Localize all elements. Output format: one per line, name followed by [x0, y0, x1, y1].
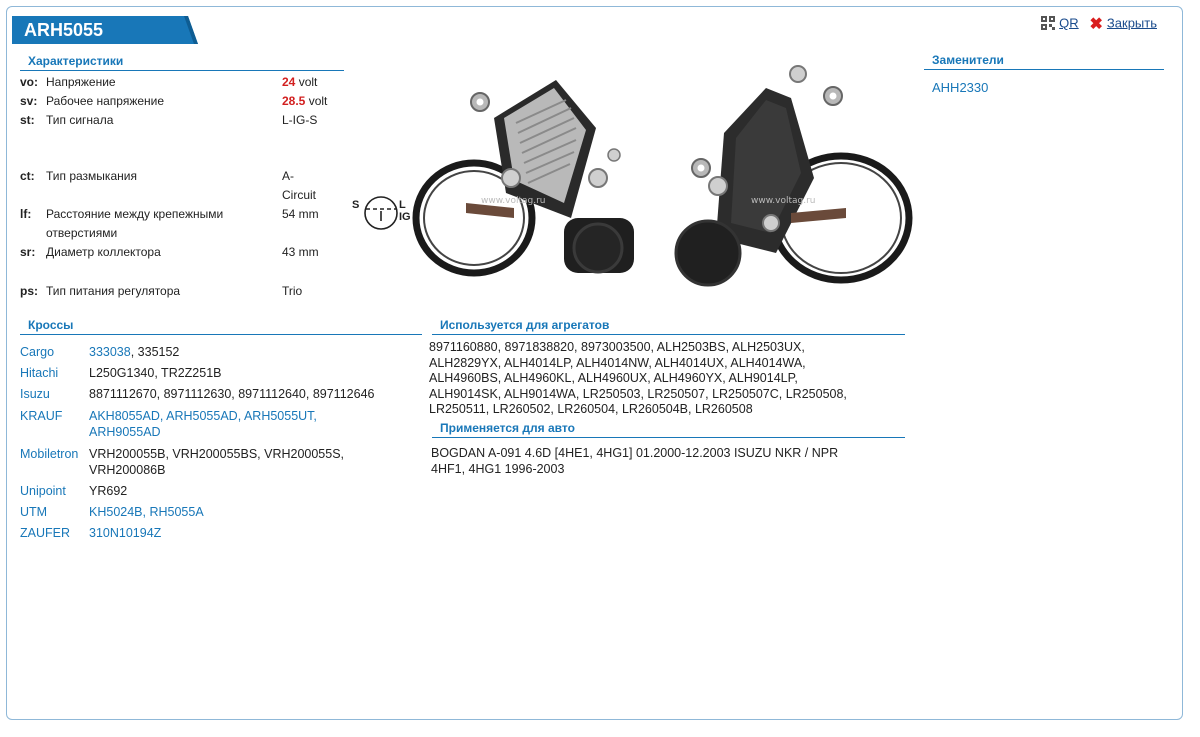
qr-icon[interactable] [1041, 16, 1055, 33]
watermark-left: www.voltag.ru [481, 196, 546, 206]
close-icon[interactable]: ✖ [1089, 16, 1103, 33]
replacements-heading: Заменители [924, 53, 1164, 70]
close-link[interactable]: Закрыть [1106, 15, 1157, 31]
auto-list: BOGDAN A-091 4.6D [4HE1, 4HG1] 01.2000-12.2003 ISUZU NKR / NPR 4HF1, 4HG1 1996-2003 [431, 446, 839, 476]
specs-heading: Характеристики [20, 54, 344, 71]
product-photo [346, 58, 921, 308]
replacement-link[interactable]: AHH2330 [932, 80, 989, 95]
title-tab [12, 16, 198, 44]
terminal-schematic: S L IG [352, 193, 420, 233]
auto-heading: Применяется для авто [432, 421, 905, 438]
uses-list: 8971160880, 8971838820, 8973003500, ALH2503BS, ALH2503UX, ALH2829YX, ALH4014LP, ALH4014NW, ALH4014UX, ALH4014WA, ALH4960BS, ALH4960KL, ALH4960UX, ALH4960YX, ALH9014LP, ALH9014SK, ALH9014WA, LR250503, LR250507, LR250507C, LR250508, LR250511, LR260502, LR260504, LR260504B, LR260508 [429, 340, 847, 416]
header-actions [1041, 14, 1157, 34]
crosses-heading: Кроссы [20, 318, 422, 335]
page-title: ARH5055 [24, 20, 104, 40]
qr-link[interactable]: QR [1059, 15, 1079, 31]
watermark-right: www.voltag.ru [751, 196, 816, 206]
uses-heading: Используется для агрегатов [432, 318, 905, 335]
